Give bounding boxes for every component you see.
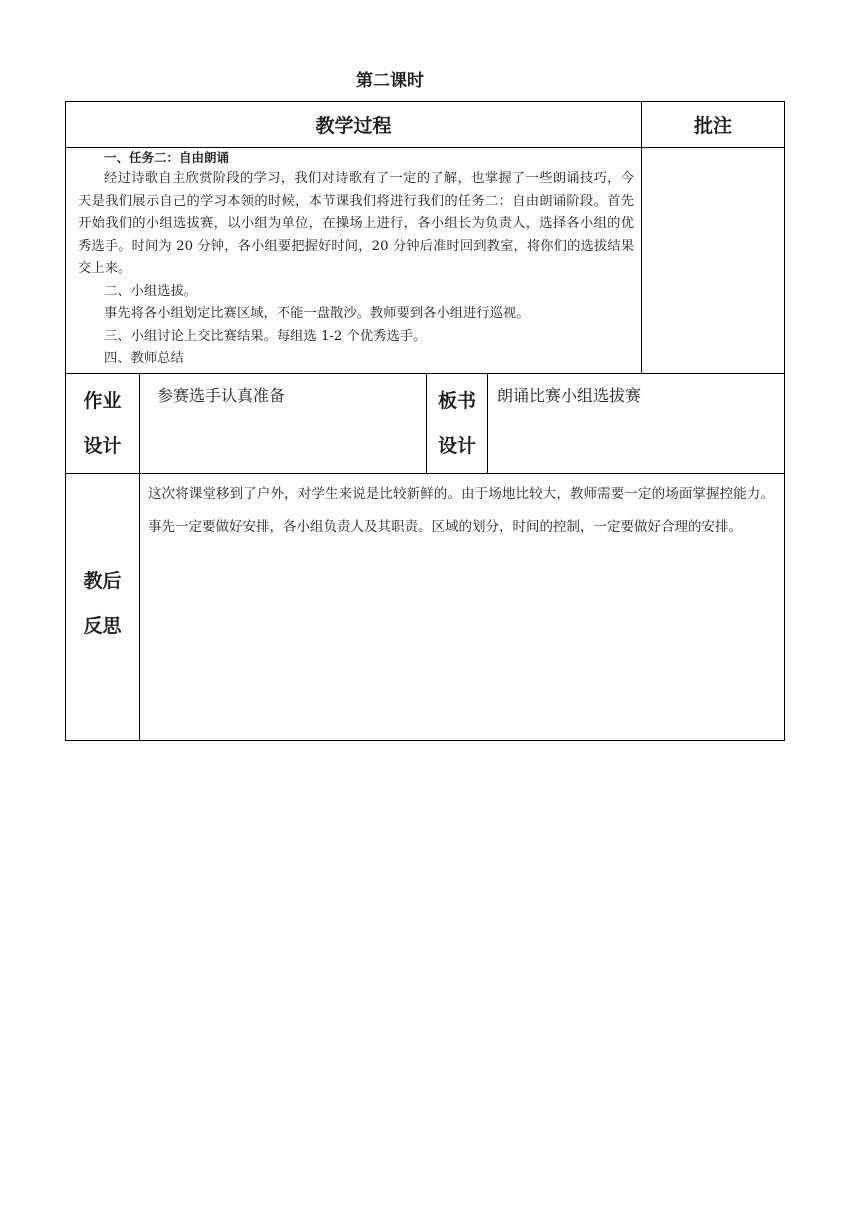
process-header: 教学过程 [315, 115, 392, 137]
reflection-content: 这次将课堂移到了户外，对学生来说是比较新鲜的。由于场地比较大，教师需要一定的场面掌握控能力。事先一定要做好安排，各小组负责人及其职责。区域的划分，时间的控制，一定要做好合理的安排。 [148, 486, 774, 535]
process-paragraph: 三、小组讨论上交比赛结果。每组选 1-2 个优秀选手。 [104, 328, 427, 344]
homework-label-line: 作业 [83, 389, 122, 412]
process-paragraph: 事先将各小组划定比赛区域，不能一盘散沙。教师要到各小组进行巡视。 [104, 306, 530, 321]
row-divider [65, 473, 785, 474]
homework-label-line: 设计 [83, 434, 122, 457]
page-title: 第二课时 [356, 71, 424, 91]
reflection-label [66, 567, 139, 641]
row-divider [65, 373, 785, 374]
board-label-line: 板书 [437, 389, 476, 412]
table-border-right [784, 101, 785, 741]
homework-content: 参赛选手认真准备 [157, 386, 286, 405]
process-content [78, 148, 634, 373]
board-label-line: 设计 [437, 434, 476, 457]
homework-label [66, 374, 139, 473]
process-paragraph: 二、小组选拔。 [104, 283, 198, 299]
process-paragraph: 经过诗歌自主欣赏阶段的学习，我们对诗歌有了一定的了解，也掌握了一些朗诵技巧，今天是我们展示自己的学习本领的时候，本节课我们将进行我们的任务二：自由朗诵阶段。首先开始我们的小组选拔赛，以小组为单位，在操场上进行，各小组长为负责人，选择各小组的优秀选手。时间为 20 分钟，各小组要把握好时间，20 分钟后准时回到教室，将你们的选拔结果交上来。 [78, 171, 634, 276]
board-content: 朗诵比赛小组选拔赛 [497, 386, 642, 405]
process-paragraph: 四、教师总结 [104, 351, 184, 366]
column-divider [487, 373, 488, 473]
notes-header: 批注 [693, 115, 732, 137]
table-border-bottom [65, 740, 785, 741]
reflection-label-line: 反思 [83, 615, 122, 637]
reflection-label-line: 教后 [83, 570, 122, 592]
notes-cell [642, 148, 784, 373]
column-divider [139, 373, 140, 740]
board-label [427, 374, 487, 473]
process-heading: 一、任务二：自由朗诵 [104, 150, 230, 165]
